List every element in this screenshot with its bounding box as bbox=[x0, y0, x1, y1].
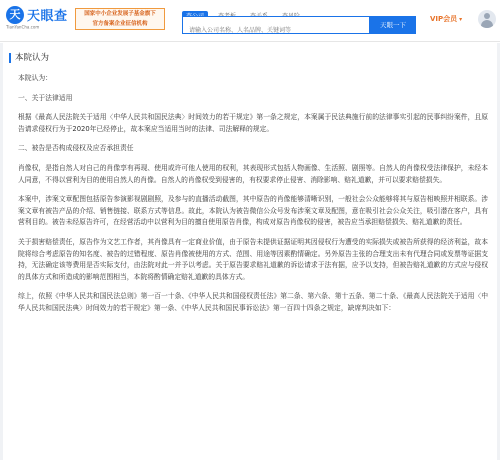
user-avatar[interactable] bbox=[478, 10, 496, 28]
top-header bbox=[0, 0, 500, 42]
vip-label: VIP会员 bbox=[430, 15, 458, 23]
paragraph-case-facts: 本案中，涉案文章配图包括原告参演影视剧剧照，及参与的直播活动截图，其中原告的肖像能够清晰识别，一般社会公众能够将其与原告相映照并相联系。涉案文章有被告产品的介绍、销售链接、联系方式等信息。故此，本院认为被告微信公众号发布涉案文章及配图，意在吸引社会公众关注，吸引潜在客户，具有营利目的。被告未经原告许可，在经营活动中以营利为目的擅自使用原告肖像，构成对原告肖像权的侵害，被告应当承担赔偿损失、赔礼道歉的责任。 bbox=[18, 195, 488, 227]
judgment-text bbox=[18, 73, 488, 315]
logo-url: TianYanCha.com bbox=[6, 26, 40, 31]
logo-name: 天眼查 bbox=[27, 9, 68, 24]
judgment-content bbox=[0, 43, 500, 460]
heading-law-application: 一、关于法律适用 bbox=[18, 93, 73, 102]
vip-member-menu[interactable] bbox=[430, 14, 462, 28]
avatar-body-shape bbox=[481, 20, 493, 28]
chevron-down-icon: ▾ bbox=[459, 16, 463, 23]
tianyancha-logo[interactable] bbox=[6, 5, 74, 35]
banner-line-1: 国家中小企业发展子基金旗下 bbox=[84, 11, 156, 17]
logo-mark-icon: 天 bbox=[6, 6, 24, 24]
avatar-head-shape bbox=[484, 13, 490, 19]
banner-line-2: 官方备案企业征信机构 bbox=[92, 21, 148, 27]
paragraph-court-opinion: 本院认为： bbox=[18, 74, 52, 82]
paragraph-conclusion: 综上，依照《中华人民共和国民法总则》第一百一十条、《中华人民共和国侵权责任法》第二条、第六条、第十五条、第二十条、《最高人民法院关于适用〈中华人民共和国民法典〉时间效力的若干规定》第一条、《中华人民共和国民事诉讼法》第一百四十四条之规定，缺席判决如下： bbox=[18, 292, 488, 312]
search-tabs bbox=[182, 3, 310, 15]
search-input[interactable] bbox=[183, 23, 369, 39]
search-box bbox=[182, 16, 370, 34]
section-accent-bar bbox=[9, 53, 11, 63]
search-button[interactable]: 天眼一下 bbox=[370, 16, 416, 34]
section-title: 本院认为 bbox=[15, 53, 50, 63]
paragraph-law-application: 根据《最高人民法院关于适用〈中华人民共和国民法典〉时间效力的若干规定》第一条之规定，本案属于民法典施行前的法律事实引起的民事纠纷案件，且原告请求侵权行为于2020年已经停止，故本案应当适用当时的法律、司法解释的规定。 bbox=[18, 113, 488, 133]
paragraph-portrait-right: 肖像权，是指自然人对自己的肖像享有再现、使用或许可他人使用的权利，其表现形式包括人物画像、生活照、剧照等。自然人的肖像权受法律保护，未经本人同意，不得以营利为目的使用自然人的肖像。自然人的肖像权受到侵害的，有权要求停止侵害、消除影响、赔礼道歉，并可以要求赔偿损失。 bbox=[18, 163, 488, 184]
heading-infringement: 二、被告是否构成侵权及应否承担责任 bbox=[18, 144, 134, 153]
paragraph-damages: 关于损害赔偿责任，原告作为文艺工作者，其肖像具有一定商业价值，由于原告未提供证据证明其因侵权行为遭受的实际损失或被告所获得的经济利益，故本院将综合考虑原告的知名度、被告的过错程度、原告肖像被使用的方式、范围、用途等因素酌情确定。另外原告主张的合理支出未有代理合同或发票等证据支持，无法确定该等费用是否实际支付，由法院对此一并予以考虑。关于原告要求赔礼道歉的诉讼请求于法有据，应予以支持，但被告赔礼道歉的方式应与侵权的具体方式和所造成的影响范围相当，本院将酌情确定赔礼道歉的具体方式。 bbox=[18, 237, 488, 281]
search-area bbox=[182, 3, 414, 39]
certification-banner[interactable] bbox=[75, 8, 165, 30]
